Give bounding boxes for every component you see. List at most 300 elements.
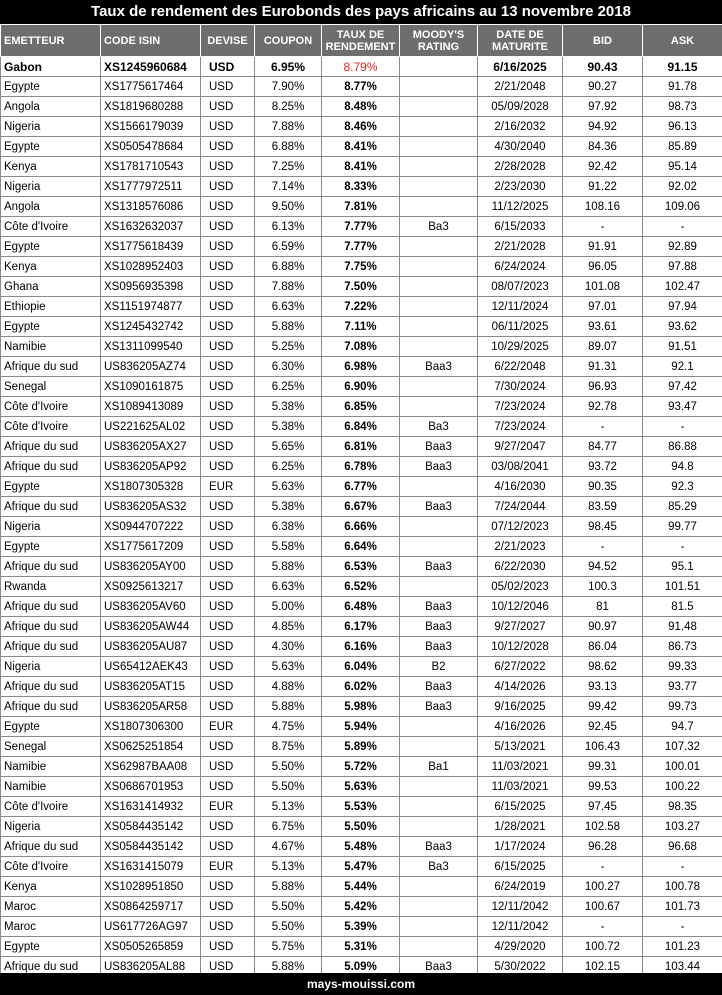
cell-date-maturite: 4/16/2030 — [478, 477, 563, 497]
table-row — [1, 457, 722, 477]
cell-isin: US836205AL88 — [101, 957, 201, 977]
cell-bid: 94.92 — [563, 117, 643, 137]
cell-bid: 96.93 — [563, 377, 643, 397]
cell-isin: US65412AEK43 — [101, 657, 201, 677]
cell-ask: 100.78 — [643, 877, 722, 897]
table-row — [1, 877, 722, 897]
cell-moodys-rating — [400, 137, 478, 157]
table-row — [1, 97, 722, 117]
cell-date-maturite: 6/22/2030 — [478, 557, 563, 577]
cell-taux-rendement: 7.50% — [322, 277, 400, 297]
cell-devise: USD — [201, 637, 255, 657]
cell-emetteur: Egypte — [1, 137, 101, 157]
table-row — [1, 257, 722, 277]
cell-emetteur: Nigeria — [1, 177, 101, 197]
cell-emetteur: Kenya — [1, 157, 101, 177]
cell-date-maturite: 2/21/2023 — [478, 537, 563, 557]
cell-emetteur: Egypte — [1, 537, 101, 557]
cell-coupon: 6.63% — [255, 297, 322, 317]
cell-ask: 91.48 — [643, 617, 722, 637]
cell-devise: USD — [201, 77, 255, 97]
cell-emetteur: Angola — [1, 197, 101, 217]
cell-bid: - — [563, 217, 643, 237]
cell-ask: 101.23 — [643, 937, 722, 957]
cell-moodys-rating: Ba3 — [400, 217, 478, 237]
cell-emetteur: Angola — [1, 97, 101, 117]
cell-ask: 85.89 — [643, 137, 722, 157]
cell-coupon: 5.38% — [255, 417, 322, 437]
cell-date-maturite: 6/22/2048 — [478, 357, 563, 377]
cell-taux-rendement: 5.44% — [322, 877, 400, 897]
header-emetteur[interactable]: EMETTEUR — [1, 25, 101, 57]
cell-coupon: 6.25% — [255, 457, 322, 477]
cell-date-maturite: 2/21/2048 — [478, 77, 563, 97]
cell-moodys-rating: Baa3 — [400, 837, 478, 857]
table-row — [1, 417, 722, 437]
cell-bid: 97.92 — [563, 97, 643, 117]
cell-moodys-rating: B2 — [400, 657, 478, 677]
cell-devise: USD — [201, 537, 255, 557]
cell-coupon: 5.88% — [255, 317, 322, 337]
cell-emetteur: Afrique du sud — [1, 437, 101, 457]
cell-isin: XS1807306300 — [101, 717, 201, 737]
cell-coupon: 5.88% — [255, 877, 322, 897]
cell-devise: USD — [201, 737, 255, 757]
cell-moodys-rating — [400, 277, 478, 297]
cell-devise: USD — [201, 577, 255, 597]
cell-devise: USD — [201, 757, 255, 777]
cell-isin: XS1028951850 — [101, 877, 201, 897]
cell-ask: 92.3 — [643, 477, 722, 497]
table-row — [1, 737, 722, 757]
cell-ask: 102.47 — [643, 277, 722, 297]
header-isin[interactable]: CODE ISIN — [101, 25, 201, 57]
cell-emetteur: Egypte — [1, 477, 101, 497]
cell-moodys-rating: Baa3 — [400, 357, 478, 377]
cell-ask: 95.1 — [643, 557, 722, 577]
cell-emetteur: Afrique du sud — [1, 557, 101, 577]
table-row — [1, 497, 722, 517]
cell-emetteur: Maroc — [1, 897, 101, 917]
cell-taux-rendement: 8.79% — [322, 57, 400, 77]
cell-ask: 100.01 — [643, 757, 722, 777]
cell-taux-rendement: 6.81% — [322, 437, 400, 457]
cell-isin: XS1775618439 — [101, 237, 201, 257]
cell-isin: XS1631414932 — [101, 797, 201, 817]
cell-coupon: 5.38% — [255, 397, 322, 417]
cell-taux-rendement: 7.11% — [322, 317, 400, 337]
table-row — [1, 277, 722, 297]
cell-date-maturite: 10/29/2025 — [478, 337, 563, 357]
cell-taux-rendement: 5.53% — [322, 797, 400, 817]
cell-coupon: 5.50% — [255, 917, 322, 937]
cell-date-maturite: 7/24/2044 — [478, 497, 563, 517]
cell-date-maturite: 05/02/2023 — [478, 577, 563, 597]
cell-devise: USD — [201, 817, 255, 837]
cell-emetteur: Côte d'Ivoire — [1, 397, 101, 417]
cell-ask: 103.44 — [643, 957, 722, 977]
cell-coupon: 5.50% — [255, 757, 322, 777]
cell-isin: XS1819680288 — [101, 97, 201, 117]
cell-bid: 98.45 — [563, 517, 643, 537]
cell-bid: - — [563, 857, 643, 877]
table-row — [1, 677, 722, 697]
cell-bid: 100.72 — [563, 937, 643, 957]
cell-ask: 91.78 — [643, 77, 722, 97]
cell-date-maturite: 9/27/2027 — [478, 617, 563, 637]
cell-date-maturite: 2/16/2032 — [478, 117, 563, 137]
cell-isin: XS1777972511 — [101, 177, 201, 197]
cell-devise: USD — [201, 257, 255, 277]
cell-date-maturite: 10/12/2028 — [478, 637, 563, 657]
cell-bid: 91.22 — [563, 177, 643, 197]
cell-taux-rendement: 6.64% — [322, 537, 400, 557]
cell-moodys-rating: Baa3 — [400, 597, 478, 617]
cell-taux-rendement: 6.78% — [322, 457, 400, 477]
header-rating-line1: MOODY'S — [412, 28, 465, 41]
cell-devise: USD — [201, 657, 255, 677]
cell-emetteur: Côte d'Ivoire — [1, 857, 101, 877]
cell-isin: US836205AW44 — [101, 617, 201, 637]
table-row — [1, 857, 722, 877]
cell-coupon: 5.88% — [255, 557, 322, 577]
table-row — [1, 717, 722, 737]
cell-moodys-rating — [400, 817, 478, 837]
cell-moodys-rating — [400, 117, 478, 137]
cell-moodys-rating: Baa3 — [400, 497, 478, 517]
header-date-line2: MATURITE — [491, 40, 548, 53]
cell-devise: USD — [201, 217, 255, 237]
cell-moodys-rating: Baa3 — [400, 617, 478, 637]
cell-emetteur: Gabon — [1, 57, 101, 77]
cell-devise: USD — [201, 497, 255, 517]
cell-date-maturite: 4/14/2026 — [478, 677, 563, 697]
cell-moodys-rating — [400, 237, 478, 257]
cell-date-maturite: 5/13/2021 — [478, 737, 563, 757]
cell-taux-rendement: 5.89% — [322, 737, 400, 757]
cell-moodys-rating — [400, 717, 478, 737]
cell-bid: 100.27 — [563, 877, 643, 897]
table-row — [1, 177, 722, 197]
cell-isin: XS1089413089 — [101, 397, 201, 417]
table-row — [1, 337, 722, 357]
cell-taux-rendement: 6.04% — [322, 657, 400, 677]
cell-bid: 94.52 — [563, 557, 643, 577]
header-taux[interactable] — [322, 25, 400, 57]
cell-bid: 93.61 — [563, 317, 643, 337]
cell-isin: XS62987BAA08 — [101, 757, 201, 777]
cell-moodys-rating: Baa3 — [400, 437, 478, 457]
cell-emetteur: Maroc — [1, 917, 101, 937]
cell-devise: USD — [201, 277, 255, 297]
cell-isin: XS1781710543 — [101, 157, 201, 177]
cell-bid: 92.78 — [563, 397, 643, 417]
cell-taux-rendement: 6.02% — [322, 677, 400, 697]
cell-coupon: 5.88% — [255, 957, 322, 977]
cell-moodys-rating — [400, 897, 478, 917]
cell-moodys-rating — [400, 177, 478, 197]
cell-ask: 85.29 — [643, 497, 722, 517]
cell-moodys-rating — [400, 917, 478, 937]
cell-bid: 97.45 — [563, 797, 643, 817]
cell-emetteur: Afrique du sud — [1, 837, 101, 857]
cell-taux-rendement: 6.84% — [322, 417, 400, 437]
cell-date-maturite: 1/17/2024 — [478, 837, 563, 857]
cell-devise: USD — [201, 337, 255, 357]
cell-moodys-rating — [400, 737, 478, 757]
cell-devise: USD — [201, 117, 255, 137]
cell-coupon: 7.90% — [255, 77, 322, 97]
cell-isin: XS1631415079 — [101, 857, 201, 877]
cell-date-maturite: 5/30/2022 — [478, 957, 563, 977]
cell-ask: 86.88 — [643, 437, 722, 457]
cell-ask: - — [643, 217, 722, 237]
cell-emetteur: Egypte — [1, 717, 101, 737]
cell-date-maturite: 6/24/2019 — [478, 877, 563, 897]
cell-isin: XS0956935398 — [101, 277, 201, 297]
cell-emetteur: Namibie — [1, 337, 101, 357]
cell-moodys-rating — [400, 397, 478, 417]
cell-moodys-rating: Baa3 — [400, 697, 478, 717]
table-row — [1, 597, 722, 617]
cell-emetteur: Kenya — [1, 257, 101, 277]
header-devise[interactable]: DEVISE — [201, 25, 255, 57]
table-row — [1, 517, 722, 537]
cell-date-maturite: 12/11/2024 — [478, 297, 563, 317]
cell-emetteur: Afrique du sud — [1, 597, 101, 617]
table-row — [1, 657, 722, 677]
cell-ask: 93.62 — [643, 317, 722, 337]
cell-ask: - — [643, 857, 722, 877]
cell-devise: USD — [201, 957, 255, 977]
cell-moodys-rating — [400, 317, 478, 337]
table-row — [1, 537, 722, 557]
cell-taux-rendement: 8.41% — [322, 137, 400, 157]
cell-taux-rendement: 6.98% — [322, 357, 400, 377]
cell-taux-rendement: 5.42% — [322, 897, 400, 917]
cell-taux-rendement: 6.67% — [322, 497, 400, 517]
cell-devise: USD — [201, 57, 255, 77]
table-row — [1, 837, 722, 857]
cell-bid: 90.43 — [563, 57, 643, 77]
cell-coupon: 5.65% — [255, 437, 322, 457]
cell-emetteur: Afrique du sud — [1, 457, 101, 477]
header-taux-line1: TAUX DE — [336, 28, 385, 41]
cell-taux-rendement: 6.53% — [322, 557, 400, 577]
cell-devise: USD — [201, 937, 255, 957]
cell-isin: XS1775617464 — [101, 77, 201, 97]
cell-isin: XS1028952403 — [101, 257, 201, 277]
table-row — [1, 557, 722, 577]
cell-taux-rendement: 7.77% — [322, 217, 400, 237]
cell-ask: 97.88 — [643, 257, 722, 277]
cell-emetteur: Côte d'Ivoire — [1, 797, 101, 817]
cell-date-maturite: 2/23/2030 — [478, 177, 563, 197]
cell-devise: USD — [201, 517, 255, 537]
cell-bid: 89.07 — [563, 337, 643, 357]
cell-date-maturite: 1/28/2021 — [478, 817, 563, 837]
cell-taux-rendement: 5.09% — [322, 957, 400, 977]
cell-isin: XS1807305328 — [101, 477, 201, 497]
cell-emetteur: Afrique du sud — [1, 697, 101, 717]
cell-devise: USD — [201, 617, 255, 637]
cell-ask: 81.5 — [643, 597, 722, 617]
cell-ask: 107.32 — [643, 737, 722, 757]
cell-devise: USD — [201, 157, 255, 177]
cell-date-maturite: 08/07/2023 — [478, 277, 563, 297]
table-row — [1, 137, 722, 157]
cell-moodys-rating — [400, 197, 478, 217]
cell-isin: XS1151974877 — [101, 297, 201, 317]
cell-coupon: 4.85% — [255, 617, 322, 637]
table-row — [1, 917, 722, 937]
cell-taux-rendement: 7.75% — [322, 257, 400, 277]
cell-date-maturite: 4/29/2020 — [478, 937, 563, 957]
cell-ask: 103.27 — [643, 817, 722, 837]
cell-bid: 84.77 — [563, 437, 643, 457]
cell-ask: 93.77 — [643, 677, 722, 697]
cell-coupon: 7.14% — [255, 177, 322, 197]
cell-coupon: 5.88% — [255, 697, 322, 717]
cell-ask: 99.33 — [643, 657, 722, 677]
cell-emetteur: Senegal — [1, 377, 101, 397]
cell-moodys-rating: Baa3 — [400, 677, 478, 697]
cell-bid: 96.28 — [563, 837, 643, 857]
cell-coupon: 6.13% — [255, 217, 322, 237]
cell-date-maturite: 7/23/2024 — [478, 417, 563, 437]
cell-bid: 96.05 — [563, 257, 643, 277]
cell-taux-rendement: 7.22% — [322, 297, 400, 317]
cell-coupon: 4.67% — [255, 837, 322, 857]
table-row — [1, 157, 722, 177]
cell-coupon: 5.63% — [255, 477, 322, 497]
cell-emetteur: Afrique du sud — [1, 357, 101, 377]
cell-isin: XS0686701953 — [101, 777, 201, 797]
cell-bid: 100.67 — [563, 897, 643, 917]
cell-devise: USD — [201, 677, 255, 697]
cell-taux-rendement: 8.41% — [322, 157, 400, 177]
cell-bid: 100.3 — [563, 577, 643, 597]
cell-emetteur: Afrique du sud — [1, 957, 101, 977]
cell-ask: 95.14 — [643, 157, 722, 177]
cell-ask: - — [643, 917, 722, 937]
cell-devise: USD — [201, 357, 255, 377]
cell-ask: 94.7 — [643, 717, 722, 737]
cell-isin: XS1245432742 — [101, 317, 201, 337]
cell-bid: 98.62 — [563, 657, 643, 677]
cell-ask: 98.35 — [643, 797, 722, 817]
cell-coupon: 5.38% — [255, 497, 322, 517]
cell-emetteur: Senegal — [1, 737, 101, 757]
cell-taux-rendement: 8.46% — [322, 117, 400, 137]
cell-date-maturite: 11/03/2021 — [478, 757, 563, 777]
cell-date-maturite: 7/30/2024 — [478, 377, 563, 397]
cell-bid: 99.31 — [563, 757, 643, 777]
cell-taux-rendement: 8.48% — [322, 97, 400, 117]
cell-date-maturite: 6/15/2033 — [478, 217, 563, 237]
cell-moodys-rating — [400, 777, 478, 797]
table-body — [1, 57, 722, 977]
cell-coupon: 6.63% — [255, 577, 322, 597]
cell-isin: US836205AP92 — [101, 457, 201, 477]
header-ask[interactable]: ASK — [643, 25, 722, 57]
cell-isin: XS1245960684 — [101, 57, 201, 77]
table-row — [1, 797, 722, 817]
cell-moodys-rating — [400, 877, 478, 897]
cell-coupon: 6.95% — [255, 57, 322, 77]
cell-isin: US617726AG97 — [101, 917, 201, 937]
cell-moodys-rating — [400, 377, 478, 397]
cell-coupon: 6.88% — [255, 257, 322, 277]
cell-bid: - — [563, 417, 643, 437]
cell-bid: 92.42 — [563, 157, 643, 177]
cell-taux-rendement: 5.47% — [322, 857, 400, 877]
cell-coupon: 4.88% — [255, 677, 322, 697]
cell-bid: 91.91 — [563, 237, 643, 257]
cell-taux-rendement: 5.39% — [322, 917, 400, 937]
cell-bid: 83.59 — [563, 497, 643, 517]
cell-bid: 86.04 — [563, 637, 643, 657]
cell-devise: USD — [201, 697, 255, 717]
cell-date-maturite: 2/28/2028 — [478, 157, 563, 177]
header-rating[interactable] — [400, 25, 478, 57]
cell-coupon: 6.30% — [255, 357, 322, 377]
cell-ask: 92.89 — [643, 237, 722, 257]
cell-moodys-rating — [400, 937, 478, 957]
cell-isin: XS1311099540 — [101, 337, 201, 357]
cell-emetteur: Ethiopie — [1, 297, 101, 317]
cell-emetteur: Egypte — [1, 317, 101, 337]
cell-coupon: 6.75% — [255, 817, 322, 837]
table-row — [1, 757, 722, 777]
cell-bid: 91.31 — [563, 357, 643, 377]
cell-date-maturite: 07/12/2023 — [478, 517, 563, 537]
table-row — [1, 617, 722, 637]
cell-ask: 99.77 — [643, 517, 722, 537]
cell-bid: 108.16 — [563, 197, 643, 217]
cell-coupon: 7.25% — [255, 157, 322, 177]
cell-devise: USD — [201, 177, 255, 197]
header-coupon[interactable]: COUPON — [255, 25, 322, 57]
table-row — [1, 437, 722, 457]
header-date-line1: DATE DE — [496, 28, 544, 41]
cell-devise: EUR — [201, 717, 255, 737]
cell-taux-rendement: 6.90% — [322, 377, 400, 397]
cell-bid: 106.43 — [563, 737, 643, 757]
cell-bid: 92.45 — [563, 717, 643, 737]
cell-emetteur: Nigeria — [1, 517, 101, 537]
header-date[interactable] — [478, 25, 563, 57]
table-title: Taux de rendement des Eurobonds des pays africains au 13 novembre 2018 — [0, 0, 722, 24]
cell-ask: - — [643, 537, 722, 557]
cell-moodys-rating — [400, 77, 478, 97]
cell-coupon: 5.00% — [255, 597, 322, 617]
cell-date-maturite: 10/12/2046 — [478, 597, 563, 617]
cell-isin: US836205AZ74 — [101, 357, 201, 377]
cell-emetteur: Egypte — [1, 237, 101, 257]
cell-devise: USD — [201, 437, 255, 457]
cell-moodys-rating: Baa3 — [400, 557, 478, 577]
cell-taux-rendement: 6.48% — [322, 597, 400, 617]
header-bid[interactable]: BID — [563, 25, 643, 57]
table-row — [1, 117, 722, 137]
cell-date-maturite: 03/08/2041 — [478, 457, 563, 477]
cell-emetteur: Rwanda — [1, 577, 101, 597]
cell-emetteur: Egypte — [1, 937, 101, 957]
cell-moodys-rating — [400, 797, 478, 817]
cell-devise: USD — [201, 317, 255, 337]
cell-bid: 90.27 — [563, 77, 643, 97]
